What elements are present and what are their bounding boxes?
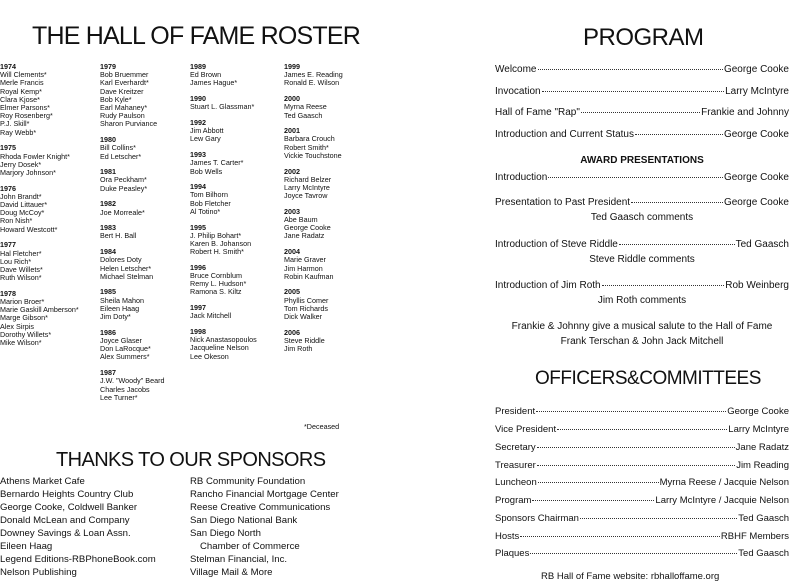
roster-name: Larry McIntyre: [284, 182, 330, 192]
officer-name: Jim Reading: [736, 460, 789, 471]
program-item-label: Introduction and Current Status: [495, 129, 634, 140]
roster-name: Jim Abbott: [190, 126, 224, 136]
roster-name: Nick Anastasopoulos: [190, 335, 257, 345]
roster-name: Bob Kyle*: [100, 94, 132, 104]
roster-name: Al Totino*: [190, 206, 221, 216]
dot-leader: [581, 112, 700, 113]
roster-year: 1986: [100, 327, 116, 337]
officer-row: [495, 406, 789, 417]
roster-name: Jim Harmon: [284, 263, 323, 273]
roster-name: Michael Stelman: [100, 271, 154, 281]
deceased-note: *Deceased: [304, 422, 340, 431]
award-item-label: Introduction: [495, 172, 548, 183]
officer-role: Sponsors Chairman: [495, 513, 579, 524]
roster-year: 1995: [190, 222, 206, 232]
officer-name: Larry McIntyre: [728, 424, 789, 435]
roster-name: Roy Rosenberg*: [0, 111, 53, 121]
roster-name: Myrna Reese: [284, 102, 327, 112]
dot-leader: [557, 429, 727, 430]
roster-year: 2004: [284, 247, 300, 257]
roster-name: Steve Riddle: [284, 335, 325, 345]
roster-name: Jim Doty*: [100, 312, 131, 322]
roster-year: 1982: [100, 199, 116, 209]
roster-year: 1975: [0, 143, 16, 153]
roster-year: 1981: [100, 167, 116, 177]
roster-name: Lee Turner*: [100, 392, 138, 402]
officer-role: Program: [495, 495, 532, 506]
roster-name: Royal Kemp*: [0, 86, 42, 96]
sponsors-column-2: [190, 475, 339, 579]
roster-name: Marion Broer*: [0, 297, 45, 307]
dot-leader: [530, 553, 737, 554]
roster-name: Karl Everhardt*: [100, 78, 149, 88]
roster-name: Bert H. Ball: [100, 231, 137, 241]
officer-role: Vice President: [495, 424, 557, 435]
program-item-name: George Cooke: [723, 129, 789, 140]
roster-title: THE HALL OF FAME ROSTER: [32, 22, 360, 50]
salute-line-1: Frankie & Johnny give a musical salute to the Hall of Fame: [511, 321, 773, 332]
roster-name: Tom Richards: [284, 303, 328, 313]
officer-role: Luncheon: [495, 477, 537, 488]
roster-name: Clara Kjose*: [0, 94, 40, 104]
roster-name: Barbara Crouch: [284, 134, 335, 144]
website-line: RB Hall of Fame website: rbhalloffame.org: [541, 571, 720, 582]
roster-year: 1993: [190, 150, 206, 160]
roster-name: Howard Westcott*: [0, 224, 58, 234]
dot-leader: [542, 91, 725, 92]
award-presentations-title: AWARD PRESENTATIONS: [580, 155, 704, 166]
roster-year: 1977: [0, 240, 16, 250]
award-item-comments: Jim Roth comments: [597, 295, 687, 306]
roster-name: Rhoda Fowler Knight*: [0, 151, 70, 161]
roster-name: Bill Collins*: [100, 143, 136, 153]
award-item-comments: Ted Gaasch comments: [590, 212, 694, 223]
sponsor-name: RB Community Foundation: [190, 476, 306, 487]
sponsor-name: Athens Market Cafe: [0, 476, 85, 487]
roster-column-3: [190, 63, 282, 361]
dot-leader: [602, 285, 725, 286]
roster-column-2: [100, 63, 192, 402]
dot-leader: [635, 134, 723, 135]
roster-name: Robert H. Smith*: [190, 247, 244, 257]
sponsors-title: THANKS TO OUR SPONSORS: [56, 449, 326, 471]
roster-year: 1976: [0, 183, 16, 193]
roster-name: Ruth Wilson*: [0, 273, 42, 283]
sponsor-name: Stelman Financial, Inc.: [190, 554, 288, 565]
roster-name: Jacqueline Nelson: [190, 343, 249, 353]
officer-role: President: [495, 406, 536, 417]
award-item: [495, 172, 789, 183]
program-item-label: Invocation: [495, 86, 541, 97]
roster-name: Duke Peasley*: [100, 183, 148, 193]
officers-title: OFFICERS&COMMITTEES: [535, 368, 761, 389]
award-item-label: Presentation to Past President: [495, 197, 631, 208]
officer-name: Ted Gaasch: [738, 548, 789, 559]
program-item-name: Frankie and Johnny: [701, 107, 789, 118]
roster-name: Abe Baum: [284, 215, 318, 225]
roster-name: Joyce Tavrow: [284, 191, 328, 201]
roster-name: Don LaRocque*: [100, 344, 151, 354]
sponsor-name: San Diego North: [190, 528, 261, 539]
roster-name: Jerry Dosek*: [0, 159, 42, 169]
program-item: [495, 107, 789, 118]
roster-name: Dick Walker: [284, 312, 323, 322]
sponsor-name: George Cooke, Coldwell Banker: [0, 502, 138, 513]
roster-year: 2006: [284, 327, 300, 337]
sponsor-name: Reese Creative Communications: [190, 502, 331, 513]
officer-name: RBHF Members: [720, 531, 789, 542]
roster-name: Elmer Parsons*: [0, 103, 50, 113]
roster-name: Bruce Cornblum: [190, 271, 242, 281]
roster-name: Jim Roth: [284, 344, 313, 354]
roster-year: 1974: [0, 62, 16, 71]
roster-year: 1992: [190, 118, 206, 128]
roster-name: Robin Kaufman: [284, 271, 334, 281]
sponsors-column-1: [0, 475, 156, 579]
roster-name: Vickie Touchstone: [284, 150, 342, 160]
dot-leader: [548, 177, 723, 178]
roster-name: Lew Gary: [190, 134, 221, 144]
dot-leader: [520, 536, 720, 537]
roster-name: James E. Reading: [284, 70, 343, 80]
roster-name: Lee Okeson: [190, 351, 229, 361]
roster-name: Tom Bilhorn: [190, 190, 228, 200]
roster-name: Ed Brown: [190, 70, 222, 80]
award-item-name: George Cooke: [723, 172, 789, 183]
roster-year: 2003: [284, 206, 300, 216]
roster-name: Hal Fletcher*: [0, 248, 42, 258]
officer-row: [495, 531, 789, 542]
roster-name: Earl Mahaney*: [100, 103, 148, 113]
roster-year: 1980: [100, 135, 116, 145]
roster-name: Marie Graver: [284, 255, 326, 265]
roster-year: 1994: [190, 182, 206, 192]
program-item: [495, 86, 789, 97]
roster-year: 1996: [190, 262, 206, 272]
roster-name: Robert Smith*: [284, 142, 329, 152]
roster-year: 2002: [284, 166, 300, 176]
sponsor-name: Bernardo Heights Country Club: [0, 489, 134, 500]
roster-column-4: [284, 63, 376, 353]
award-item: [495, 280, 789, 291]
roster-year: 2001: [284, 126, 300, 136]
program-item: [495, 64, 789, 75]
roster-name: Joyce Glaser: [100, 335, 142, 345]
award-item-label: Introduction of Jim Roth: [495, 280, 601, 291]
roster-name: Dolores Doty: [100, 255, 142, 265]
sponsor-name: Chamber of Commerce: [200, 541, 300, 552]
award-item: [495, 239, 789, 250]
roster-name: Marge Gibson*: [0, 313, 48, 323]
roster-name: Jack Mitchell: [190, 311, 232, 321]
roster-name: David Littauer*: [0, 200, 48, 210]
award-item-comments: Steve Riddle comments: [589, 254, 695, 265]
dot-leader: [537, 447, 735, 448]
sponsor-name: San Diego National Bank: [190, 515, 298, 526]
roster-name: Ora Peckham*: [100, 175, 147, 185]
dot-leader: [580, 518, 737, 519]
roster-name: John Brandt*: [0, 191, 42, 201]
dot-leader: [538, 482, 659, 483]
roster-year: 1983: [100, 223, 116, 233]
roster-column-1: [0, 63, 92, 347]
roster-name: Charles Jacobs: [100, 384, 150, 394]
roster-year: 1979: [100, 62, 116, 71]
program-item: [495, 129, 789, 140]
roster-year: 1999: [284, 62, 300, 71]
sponsor-name: Eileen Haag: [0, 541, 53, 552]
dot-leader: [536, 411, 726, 412]
roster-name: George Cooke: [284, 223, 331, 233]
roster-year: 1990: [190, 94, 206, 104]
roster-name: Mike Wilson*: [0, 338, 42, 348]
award-item-name: Rob Weinberg: [725, 280, 789, 291]
sponsor-name: Donald McLean and Company: [0, 515, 130, 526]
officer-row: [495, 548, 789, 559]
roster-name: Merle Francis: [0, 78, 44, 88]
roster-name: Ronald E. Wilson: [284, 78, 340, 88]
roster-name: Ray Webb*: [0, 127, 37, 137]
roster-name: Karen B. Johanson: [190, 238, 252, 248]
roster-name: Eileen Haag: [100, 303, 140, 313]
roster-name: James T. Carter*: [190, 158, 244, 168]
roster-name: Alex Sirpis: [0, 321, 34, 331]
officer-role: Hosts: [495, 531, 520, 542]
roster-year: 1985: [100, 287, 116, 297]
roster-year: 1984: [100, 247, 116, 257]
roster-name: Remy L. Hudson*: [190, 279, 247, 289]
officer-row: [495, 442, 789, 453]
roster-year: 1987: [100, 368, 116, 378]
officer-role: Plaques: [495, 548, 530, 559]
officer-name: George Cooke: [727, 406, 789, 417]
roster-name: Sharon Purviance: [100, 119, 158, 129]
roster-name: Rudy Paulson: [100, 111, 145, 121]
roster-name: Ted Gaasch: [284, 110, 323, 120]
officer-row: [495, 477, 789, 488]
dot-leader: [538, 69, 723, 70]
roster-name: Bob Wells: [190, 166, 223, 176]
roster-name: Dorothy Willets*: [0, 329, 52, 339]
roster-name: J. Philip Bohart*: [190, 230, 242, 240]
roster-name: Ron Nish*: [0, 216, 33, 226]
officer-role: Treasurer: [495, 460, 536, 471]
dot-leader: [619, 244, 735, 245]
roster-name: Stuart L. Glassman*: [190, 102, 255, 112]
dot-leader: [532, 500, 654, 501]
sponsor-name: Downey Savings & Loan Assn.: [0, 528, 131, 539]
roster-name: Marie Gaskill Amberson*: [0, 305, 79, 315]
award-item-name: Ted Gaasch: [735, 239, 789, 250]
roster-name: Bob Bruemmer: [100, 70, 149, 80]
salute-line-2: Frank Terschan & John Jack Mitchell: [560, 336, 724, 347]
roster-year: 1978: [0, 288, 16, 298]
sponsor-name: Rancho Financial Mortgage Center: [190, 489, 339, 500]
dot-leader: [537, 465, 735, 466]
dot-leader: [631, 202, 723, 203]
roster-name: J.W. "Woody" Beard: [100, 376, 165, 386]
officer-row: [495, 424, 789, 435]
roster-name: Jane Radatz: [284, 231, 325, 241]
officer-name: Myrna Reese / Jacquie Nelson: [659, 477, 789, 488]
program-item-label: Welcome: [495, 64, 537, 75]
officer-name: Jane Radatz: [735, 442, 789, 453]
program-item-name: Larry McIntyre: [725, 86, 789, 97]
roster-name: Dave Kreitzer: [100, 86, 144, 96]
award-item-label: Introduction of Steve Riddle: [495, 239, 618, 250]
sponsor-name: Nelson Publishing: [0, 567, 77, 578]
sponsor-name: Legend Editions-RBPhoneBook.com: [0, 554, 156, 565]
roster-name: Bob Fletcher: [190, 198, 231, 208]
officer-row: [495, 460, 789, 471]
roster-year: 1998: [190, 327, 206, 337]
roster-name: Will Clements*: [0, 70, 47, 80]
roster-year: 2000: [284, 94, 300, 104]
roster-name: Phyllis Comer: [284, 295, 329, 305]
roster-name: Joe Morreale*: [100, 207, 145, 217]
roster-name: Ed Letscher*: [100, 151, 142, 161]
roster-year: 1997: [190, 303, 206, 313]
program-title: PROGRAM: [583, 24, 704, 51]
roster-name: Richard Belzer: [284, 174, 332, 184]
roster-name: Lou Rich*: [0, 256, 32, 266]
roster-name: Doug McCoy*: [0, 208, 45, 218]
officer-role: Secretary: [495, 442, 536, 453]
award-item-name: George Cooke: [723, 197, 789, 208]
sponsor-name: Village Mail & More: [190, 567, 273, 578]
roster-name: James Hague*: [190, 78, 238, 88]
officer-name: Ted Gaasch: [738, 513, 789, 524]
roster-name: Dave Willets*: [0, 264, 43, 274]
award-item: [495, 197, 789, 208]
officer-row: [495, 513, 789, 524]
roster-year: 1989: [190, 62, 206, 71]
roster-year: 2005: [284, 287, 300, 297]
roster-name: P.J. Skill*: [0, 119, 30, 129]
officer-name: Larry McIntyre / Jacquie Nelson: [655, 495, 789, 506]
roster-name: Marjory Johnson*: [0, 167, 56, 177]
officer-row: [495, 495, 789, 506]
roster-name: Alex Summers*: [100, 352, 150, 362]
program-item-name: George Cooke: [723, 64, 789, 75]
roster-name: Helen Letscher*: [100, 263, 152, 273]
roster-name: Sheila Mahon: [100, 295, 144, 305]
roster-name: Ramona S. Kiltz: [190, 287, 242, 297]
program-item-label: Hall of Fame "Rap": [495, 107, 580, 118]
